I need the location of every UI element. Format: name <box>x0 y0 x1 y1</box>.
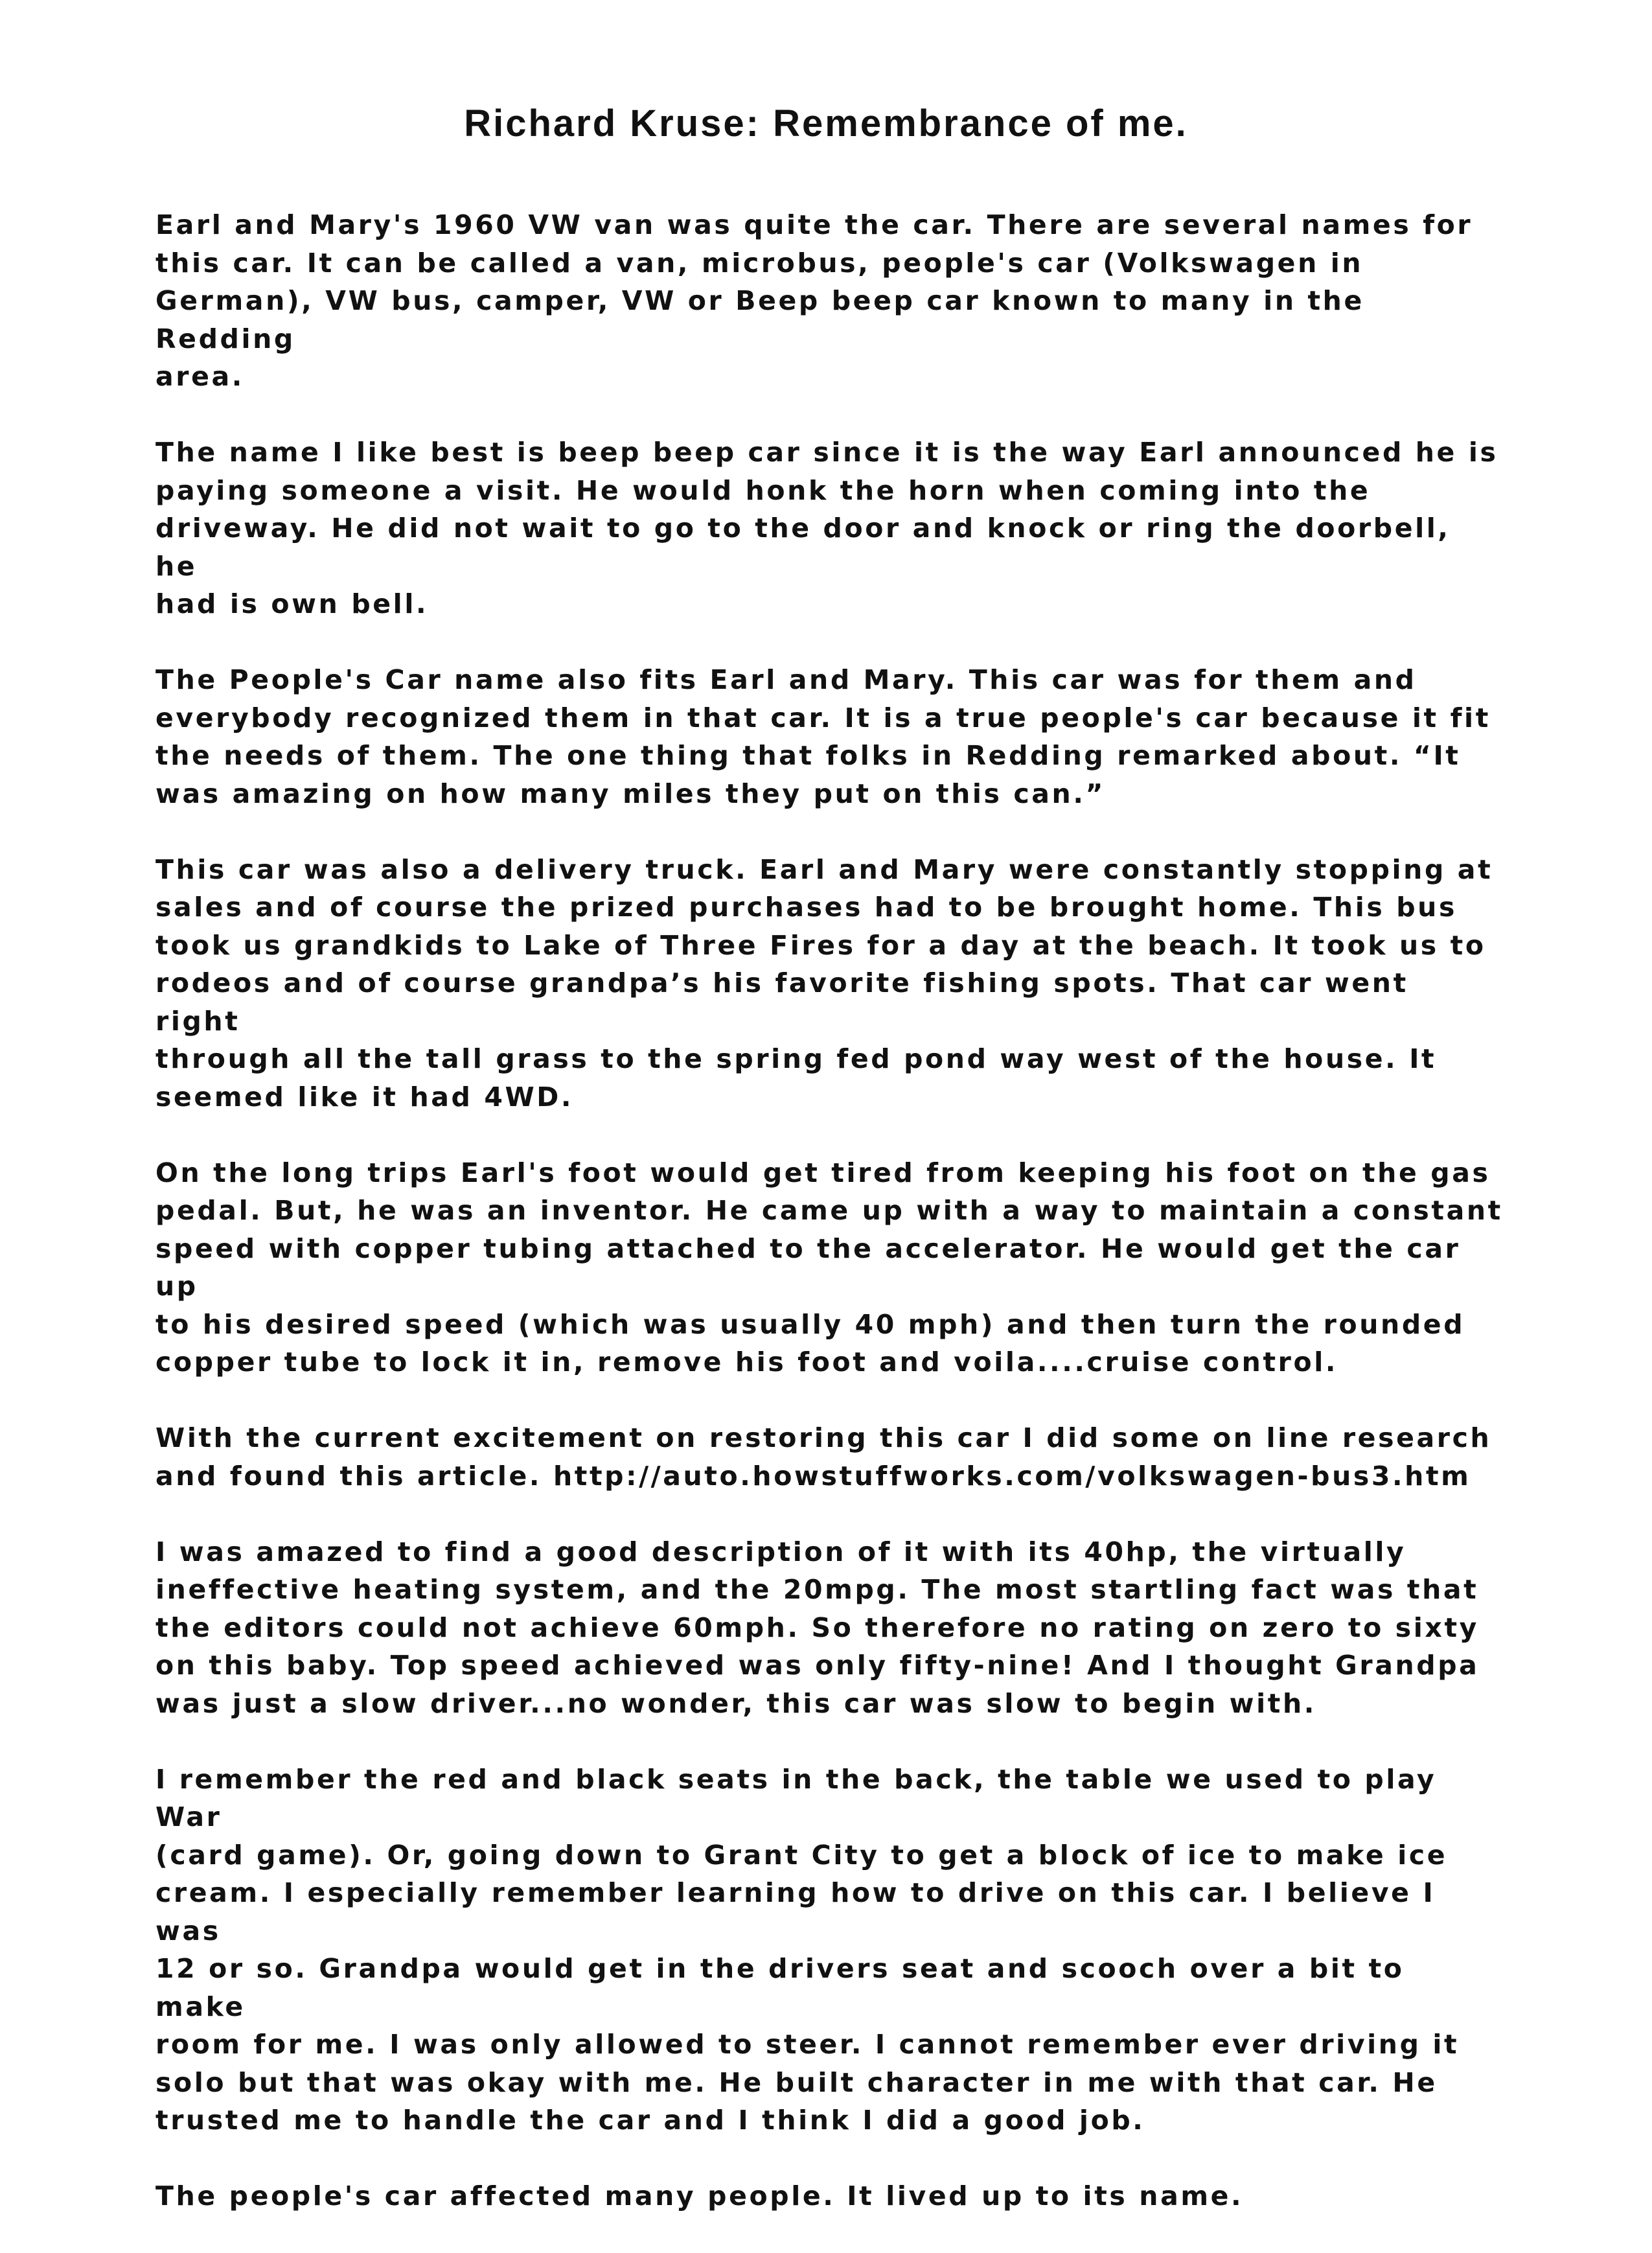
paragraph: With the current excitement on restoring this car I did some on line research and found this article. http://auto.howstuffworks.com/volkswagen-bus3.htm <box>155 1422 1492 1492</box>
paragraph: The People's Car name also fits Earl and Mary. This car was for them and everybody recognized them in that car. It is a true people's car because it fit the needs of them. The one thing that folks in Redding remarked about. “It was amazing on how many miles they put on this can.” <box>155 664 1491 809</box>
paragraph: Earl and Mary's 1960 VW van was quite the car. There are several names for this car. It can be called a van, microbus, people's car (Volkswagen in German), VW bus, camper, VW or Beep beep car known to many in the Redding area. <box>155 209 1473 392</box>
paragraph: On the long trips Earl's foot would get tired from keeping his foot on the gas pedal. But, he was an inventor. He came up with a way to maintain a constant speed with copper tubing attached to the accelerator. He would get the car up to his desired speed (which was usually 40 mph) and then turn the rounded copper tube to lock it in, remove his foot and voila....cruise control. <box>155 1157 1503 1378</box>
document-body <box>155 206 1503 2253</box>
paragraph: This car was also a delivery truck. Earl and Mary were constantly stopping at sales and of course the prized purchases had to be brought home. This bus took us grandkids to Lake of Three Fires for a day at the beach. It took us to rodeos and of course grandpa’s his favorite fishing spots. That car went right through all the tall grass to the spring fed pond way west of the house. It seemed like it had 4WD. <box>155 853 1493 1113</box>
paragraph: I was amazed to find a good description of it with its 40hp, the virtually ineffective heating system, and the 20mpg. The most startling fact was that the editors could not achieve 60mph. So therefore no rating on zero to sixty on this baby. Top speed achieved was only fifty-nine! And I thought Grandpa was just a slow driver...no wonder, this car was slow to begin with. <box>155 1536 1480 1719</box>
paragraph: I remember the red and black seats in the back, the table we used to play War (card game). Or, going down to Grant City to get a block of ice to make ice cream. I especially remember learning how to drive on this car. I believe I was 12 or so. Grandpa would get in the drivers seat and scooch over a bit to make room for me. I was only allowed to steer. I cannot remember ever driving it solo but that was okay with me. He built character in me with that car. He trusted me to handle the car and I think I did a good job. <box>155 1763 1460 2136</box>
document-title: Richard Kruse: Remembrance of me. <box>464 102 1188 144</box>
paragraph: The name I like best is beep beep car since it is the way Earl announced he is paying someone a visit. He would honk the horn when coming into the driveway. He did not wait to go to the door and knock or ring the doorbell, he had is own bell. <box>155 437 1498 619</box>
paragraph: The people's car affected many people. It lived up to its name. <box>155 2180 1244 2212</box>
